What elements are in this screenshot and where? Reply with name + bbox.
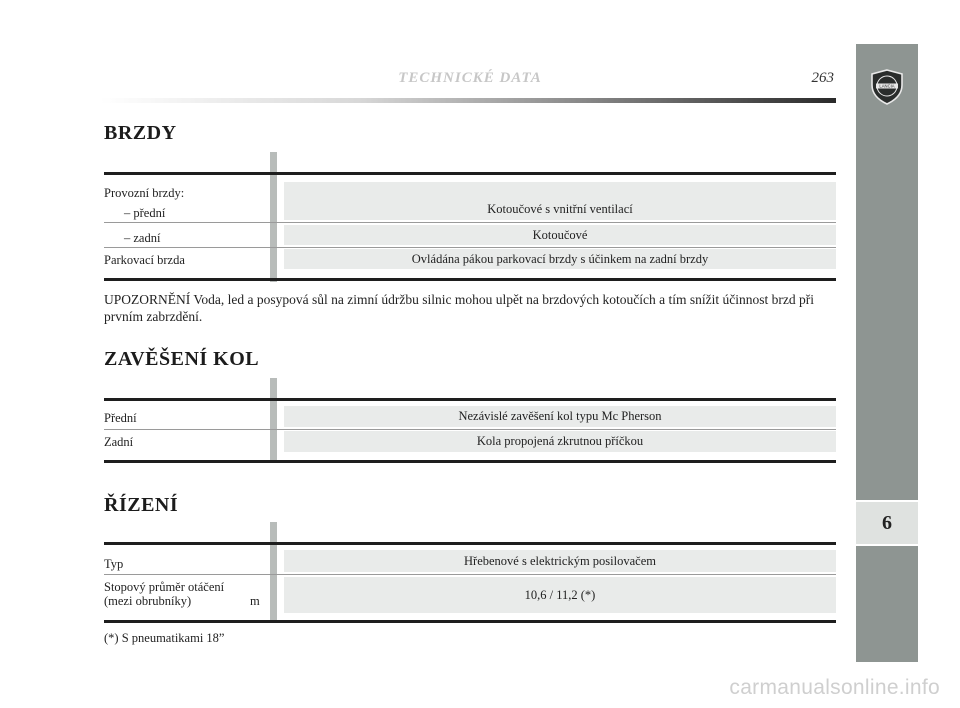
header-rule [100,98,836,103]
label-turning-diameter: Stopový průměr otáčení [104,580,225,594]
label-rear-suspension: Zadní [104,435,134,449]
chapter-tab[interactable]: 6 [856,500,918,546]
value-rear-suspension: Kola propojená zkrutnou příčkou [284,431,836,452]
value-parking-brake: Ovládána pákou parkovací brzdy s účinkem na zadní brzdy [284,249,836,269]
row-divider [104,574,836,575]
table-top-rule [104,542,836,545]
label-steering-type: Typ [104,557,124,571]
suspension-table [104,378,836,466]
table-bottom-rule [104,460,836,463]
row-divider [104,247,836,248]
table-bottom-rule [104,620,836,623]
row-divider [104,222,836,223]
watermark: carmanualsonline.info [729,676,940,699]
table-divider [270,378,277,462]
table-top-rule [104,172,836,175]
row-divider [104,429,836,430]
footnote: (*) S pneumatikami 18” [104,631,225,645]
label-turning-diameter-note: (mezi obrubníky) [104,594,192,608]
section-title-steering: ŘÍZENÍ [104,494,179,516]
section-title-brakes: BRZDY [104,122,177,144]
value-front-suspension: Nezávislé zavěšení kol typu Mc Pherson [284,406,836,427]
page-number: 263 [811,70,834,86]
header-title: TECHNICKÉ DATA [398,70,542,86]
side-bar [856,44,918,662]
label-service-brakes: Provozní brzdy: [104,186,185,200]
label-parking-brake: Parkovací brzda [104,253,185,267]
value-rear-brakes: Kotoučové [284,225,836,245]
value-turning-diameter: 10,6 / 11,2 (*) [284,577,836,613]
label-turning-diameter-unit: m [250,594,260,608]
table-bottom-rule [104,278,836,281]
warning-text: UPOZORNĚNÍ Voda, led a posypová sůl na zimní údržbu silnic mohou ulpět na brzdových kotoučích a tím snížit účinnost brzd při prvním zabrzdění. [104,292,815,324]
label-front-suspension: Přední [104,411,137,425]
brakes-table [104,152,836,284]
logo-text: LANCIA [879,83,895,89]
section-title-suspension: ZAVĚŠENÍ KOL [104,348,260,370]
lancia-logo-icon [869,69,905,105]
value-steering-type: Hřebenové s elektrickým posilovačem [284,550,836,572]
label-rear-brakes: – zadní [124,231,161,245]
steering-table [104,522,836,624]
value-front-brakes: Kotoučové s vnitřní ventilací [284,182,836,220]
label-front-brakes: – přední [124,206,166,220]
table-divider [270,522,277,622]
table-top-rule [104,398,836,401]
